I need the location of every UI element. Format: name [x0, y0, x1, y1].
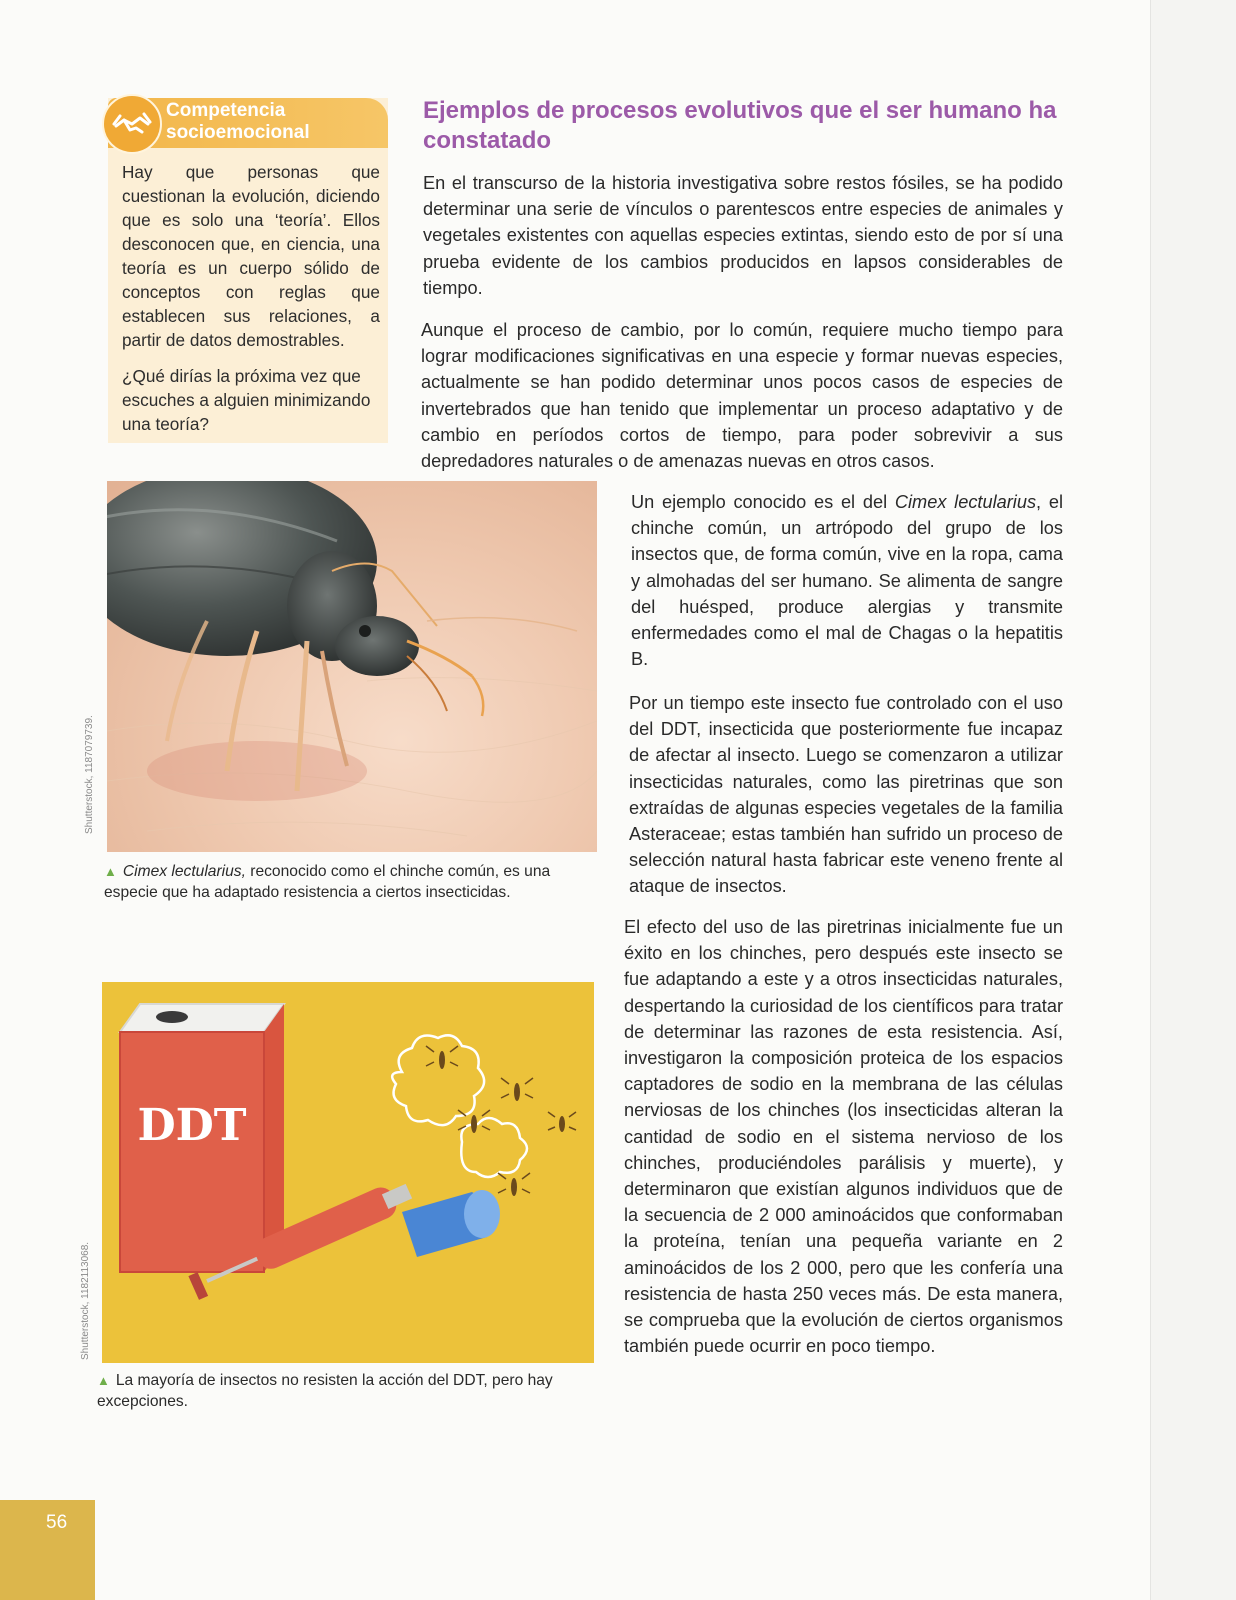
species-name: Cimex lectularius: [894, 492, 1037, 512]
competencia-title-line1: Competencia: [166, 100, 286, 121]
fly-icon: [426, 1046, 458, 1069]
competencia-title-line2: socioemocional: [166, 122, 310, 143]
caption-triangle-icon: ▲: [97, 1373, 110, 1388]
fly-icon: [501, 1078, 533, 1101]
article-paragraph-5: El efecto del uso de las piretrinas inicialmente fue un éxito en los chinches, pero después este insecto se fue adaptando a este y a otros insecticidas naturales, despertando la curiosidad de los científicos para tratar de determinar las razones de esta resistencia. Así, investigaron la composición proteica de los espacios captadores de sodio en la membrana de las células nerviosas de los chinches (los insecticidas alteran la cantidad de sodio en el sistema nervioso de los chinches, produciéndoles parálisis y muerte), y determinaron que existían algunos individuos que de la secuencia de 2 000 aminoácidos que conformaban la proteína, tenían una pequeña variante en 2 aminoácidos de los 2 000, pero que les confería una resistencia de hasta 250 veces más. De esta manera, se comprueba que la evolución de ciertos organismos también puede ocurrir en poco tiempo.: [624, 917, 1063, 1357]
article-paragraph-4: Por un tiempo este insecto fue controlado con el uso del DDT, insecticida que posteriormente fue incapaz de afectar al insecto. Luego se comenzaron a utilizar insecticidas naturales, como las piretrinas que son extraídas de algunas especies vegetales de la familia Asteraceae; estas también han sufrido un proceso de selección natural hasta fabricar este veneno frente al ataque de insectos.: [629, 693, 1063, 897]
caption-species: Cimex lectularius,: [122, 863, 246, 880]
ddt-can-label: DDT: [137, 1100, 247, 1151]
bedbug-photo: [107, 481, 597, 852]
page-number: 56: [46, 1512, 68, 1533]
paragraph-3-start: Un ejemplo conocido es el del: [631, 492, 895, 512]
figure1-caption: [104, 861, 594, 903]
photo-credit-2: Shutterstock, 1182113068.: [80, 1241, 91, 1360]
handshake-icon: [102, 94, 162, 154]
competencia-text: [122, 160, 380, 448]
competencia-title: [166, 100, 381, 144]
competencia-question: ¿Qué dirías la próxima vez que escuches a alguien minimizando una teoría?: [122, 366, 371, 434]
bedbug-illustration: [107, 481, 597, 852]
article-paragraph-2: Aunque el proceso de cambio, por lo común, requiere mucho tiempo para lograr modificaciones significativas en una especie y formar nuevas especies, actualmente se han podido determinar unos pocos casos de especies de invertebrados que han tenido que implementar un proceso adaptativo y de cambio en períodos cortos de tiempo, para poder sobrevivir a sus depredadores naturales o de amenazas nuevas en otros casos.: [421, 320, 1063, 472]
ddt-drawing: [102, 982, 594, 1363]
fly-icon: [548, 1112, 576, 1132]
section-heading: Ejemplos de procesos evolutivos que el ser humano ha constatado: [423, 97, 1057, 154]
competencia-box: [108, 98, 388, 443]
article-paragraph-1: En el transcurso de la historia investigativa sobre restos fósiles, se ha podido determinar una serie de vínculos o parentescos entre especies de animales y vegetales existentes con aquellas especies extintas, siendo esto de por sí una prueba evidente de los cambios producidos en lapsos considerables de tiempo.: [423, 173, 1063, 298]
article-paragraph-3: [631, 489, 1063, 672]
paragraph-3-rest: , el chinche común, un artrópodo del grupo de los insectos que, de forma común, vive en la ropa, cama y almohadas del ser humano. Se alimenta de sangre del huésped, produce alergias y transmite enfermedades como el mal de Chagas o la hepatitis B.: [631, 492, 1064, 670]
figure2-caption: [97, 1370, 577, 1412]
fly-icon: [498, 1173, 530, 1196]
ddt-illustration: [102, 982, 594, 1363]
caption-triangle-icon: ▲: [104, 864, 117, 879]
photo-credit-1: Shutterstock, 1187079739.: [84, 715, 95, 834]
caption-text: La mayoría de insectos no resisten la acción del DDT, pero hay excepciones.: [97, 1372, 553, 1410]
competencia-header: [108, 98, 388, 148]
competencia-paragraph: Hay que personas que cuestionan la evolución, diciendo que es solo una ‘teoría’. Ellos desconocen que, en ciencia, una teoría es un cuerpo sólido de conceptos con reglas que establecen sus relaciones, a partir de datos demostrables.: [122, 162, 380, 350]
page-edge: [1150, 0, 1236, 1600]
caption-text: reconocido como el chinche común, es una especie que ha adaptado resistencia a ciertos insecticidas.: [104, 863, 551, 901]
